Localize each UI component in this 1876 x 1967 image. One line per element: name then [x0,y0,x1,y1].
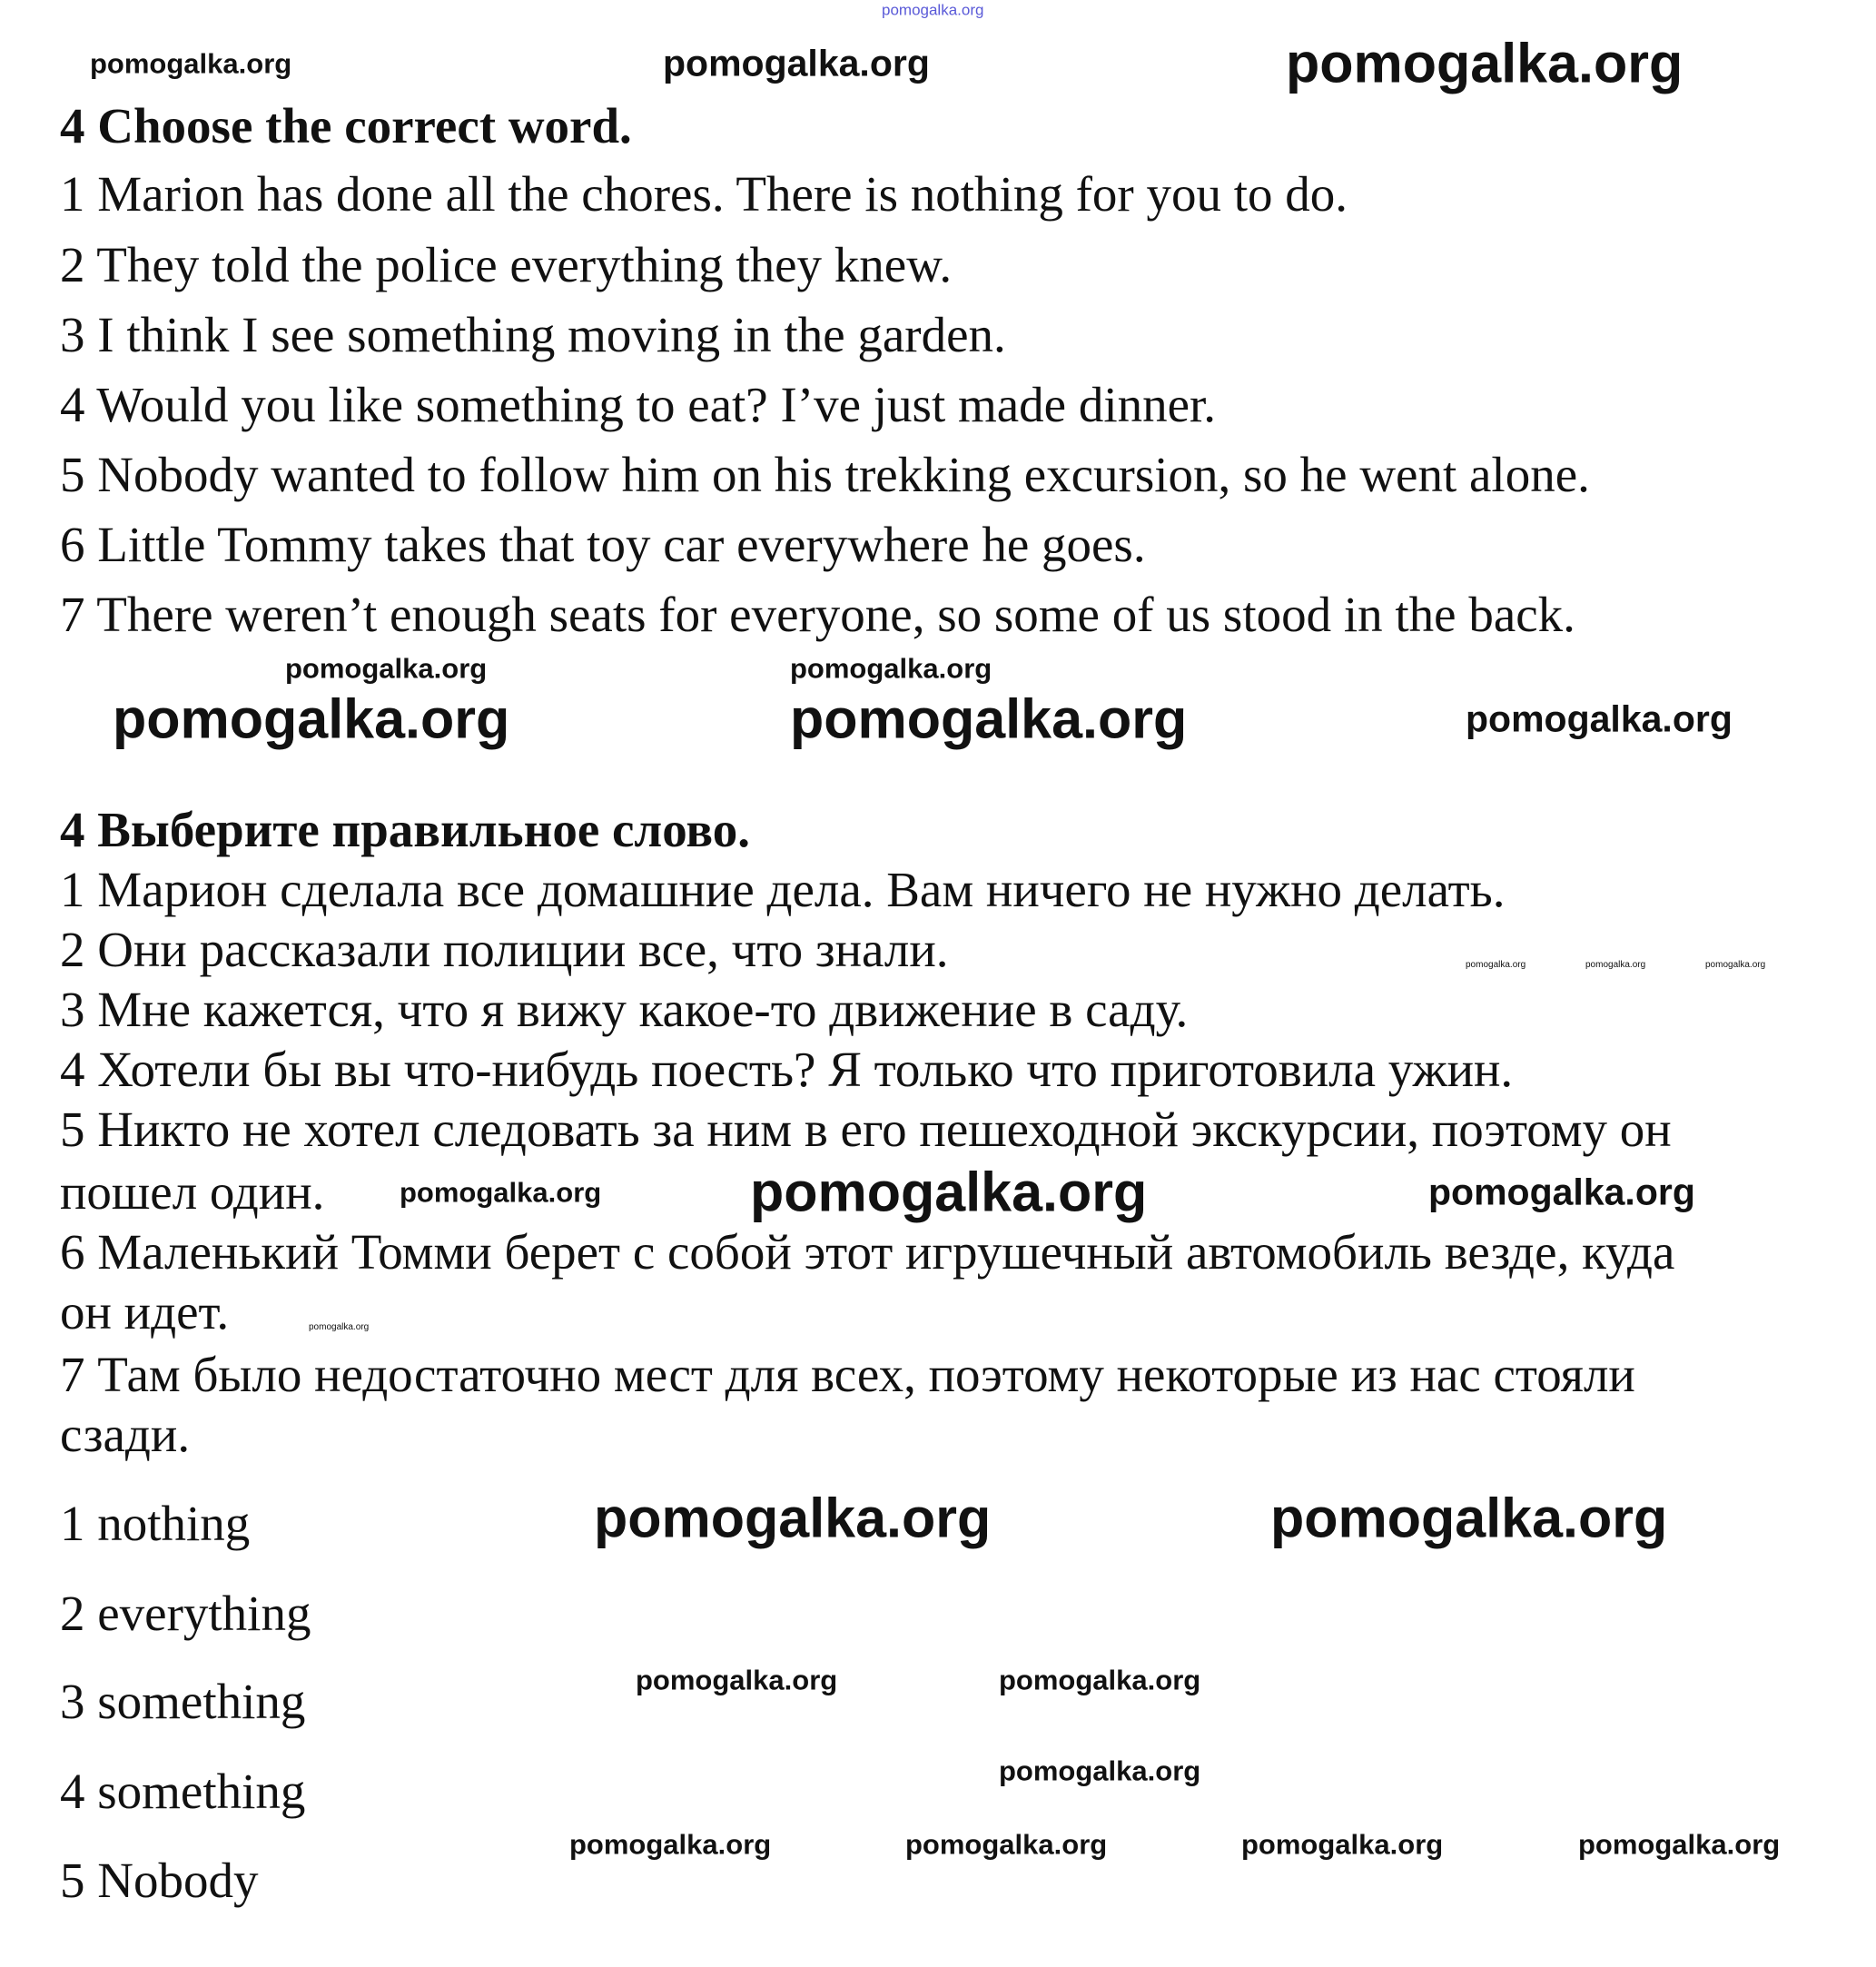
watermark: pomogalka.org [1466,697,1733,740]
watermark: pomogalka.org [636,1664,838,1696]
sentence-ru: 4 Хотели бы вы что-нибудь поесть? Я только что приготовила ужин. [60,1042,1514,1097]
watermark: pomogalka.org [569,1828,772,1861]
sentence-ru: 2 Они рассказали полиции все, что знали. [60,922,949,977]
sentence-ru: он идет. [60,1284,230,1339]
watermark: pomogalka.org [285,652,488,685]
watermark: pomogalka.org [1705,960,1766,970]
watermark: pomogalka.org [1585,960,1646,970]
answer: 3 something [60,1674,306,1729]
watermark: pomogalka.org [882,1,984,19]
watermark: pomogalka.org [1270,1487,1668,1549]
sentence-en: 7 There weren’t enough seats for everyone, so some of us stood in the back. [60,587,1575,642]
watermark: pomogalka.org [999,1664,1201,1696]
watermark: pomogalka.org [790,652,992,685]
sentence-ru: 5 Никто не хотел следовать за ним в его пешеходной экскурсии, поэтому он [60,1102,1672,1157]
sentence-ru: 3 Мне кажется, что я вижу какое-то движение в саду. [60,982,1189,1037]
sentence-en: 4 Would you like something to eat? I’ve just made dinner. [60,377,1217,432]
answer: 2 everything [60,1586,311,1641]
watermark: pomogalka.org [905,1828,1108,1861]
watermark: pomogalka.org [663,42,930,84]
sentence-en: 5 Nobody wanted to follow him on his trekking excursion, so he went alone. [60,447,1590,502]
answer: 1 nothing [60,1496,251,1551]
watermark: pomogalka.org [750,1161,1148,1223]
watermark: pomogalka.org [113,687,510,750]
sentence-en: 2 They told the police everything they knew. [60,237,953,292]
watermark: pomogalka.org [1241,1828,1444,1861]
watermark: pomogalka.org [999,1754,1201,1787]
watermark: pomogalka.org [790,687,1188,750]
watermark: pomogalka.org [594,1487,992,1549]
sentence-en: 3 I think I see something moving in the garden. [60,307,1006,362]
answer: 5 Nobody [60,1853,259,1908]
answer: 4 something [60,1764,306,1819]
sentence-ru: 6 Маленький Томми берет с собой этот игрушечный автомобиль везде, куда [60,1224,1675,1280]
watermark: pomogalka.org [400,1176,602,1209]
sentence-en: 1 Marion has done all the chores. There is nothing for you to do. [60,166,1348,222]
sentence-ru: 7 Там было недостаточно мест для всех, поэтому некоторые из нас стояли [60,1347,1635,1402]
watermark: pomogalka.org [1578,1828,1781,1861]
watermark: pomogalka.org [1286,32,1683,94]
watermark: pomogalka.org [90,47,292,80]
sentence-en: 6 Little Tommy takes that toy car everywhere he goes. [60,517,1146,572]
sentence-ru: пошел один. [60,1164,325,1220]
exercise-heading-en: 4 Choose the correct word. [60,98,632,153]
exercise-heading-ru: 4 Выберите правильное слово. [60,802,750,857]
watermark: pomogalka.org [309,1322,370,1332]
sentence-ru: 1 Марион сделала все домашние дела. Вам ничего не нужно делать. [60,862,1506,917]
watermark: pomogalka.org [1466,960,1526,970]
sentence-ru: сзади. [60,1407,191,1462]
watermark: pomogalka.org [1428,1171,1695,1213]
